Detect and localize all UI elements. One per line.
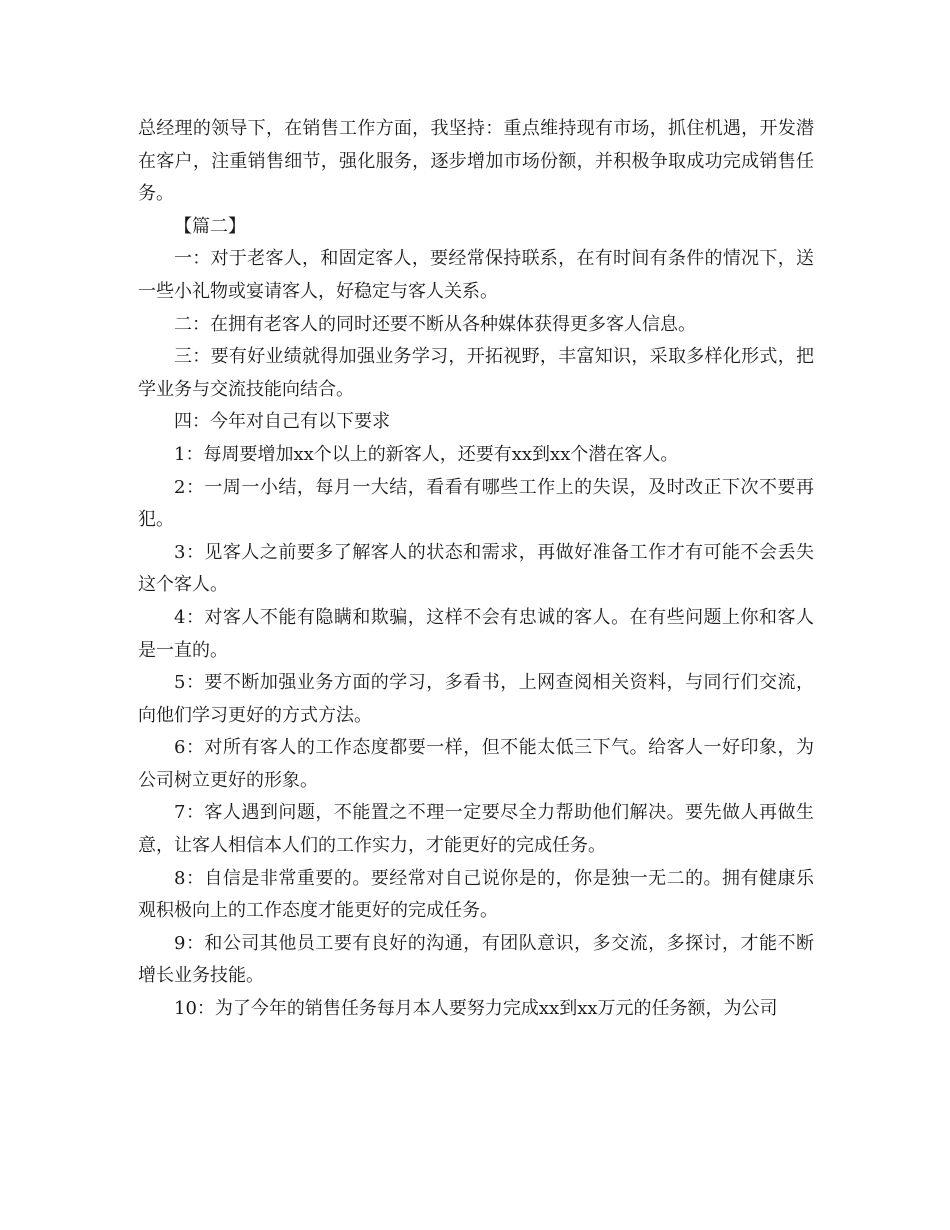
paragraph-5: 四：今年对自己有以下要求 xyxy=(174,411,390,433)
list-item-4: 4：对客人不能有隐瞒和欺骗，这样不会有忠诚的客人。在有些问题上你和客人是一直的。 xyxy=(138,606,814,661)
list-item-6: 6：对所有客人的工作态度都要一样，但不能太低三下气。给客人一好印象，为公司树立更好的形象。 xyxy=(138,737,814,791)
list-item-5: 5：要不断加强业务方面的学习，多看书，上网查阅相关资料，与同行们交流，向他们学习更好的方式方法。 xyxy=(138,672,814,726)
paragraph-0: 总经理的领导下，在销售工作方面，我坚持：重点维持现有市场，抓住机遇，开发潜在客户，注重销售细节，强化服务，逐步增加市场份额，并积极争取成功完成销售任务。 xyxy=(138,118,814,205)
paragraph-4: 三：要有好业绩就得加强业务学习，开拓视野，丰富知识，采取多样化形式，把学业务与交流技能向结合。 xyxy=(138,346,814,400)
list-item-1: 1：每周要增加xx个以上的新客人，还要有xx到xx个潜在客人。 xyxy=(174,443,679,465)
paragraph-3: 二：在拥有老客人的同时还要不断从各种媒体获得更多客人信息。 xyxy=(174,313,696,335)
document-body xyxy=(138,113,814,1026)
list-item-7: 7：客人遇到问题，不能置之不理一定要尽全力帮助他们解决。要先做人再做生意，让客人相信本人们的工作实力，才能更好的完成任务。 xyxy=(138,802,814,857)
list-item-10: 10：为了今年的销售任务每月本人要努力完成xx到xx万元的任务额，为公司 xyxy=(174,998,778,1020)
list-item-8: 8：自信是非常重要的。要经常对自己说你是的，你是独一无二的。拥有健康乐观积极向上的工作态度才能更好的完成任务。 xyxy=(138,867,814,922)
list-item-2: 2：一周一小结，每月一大结，看看有哪些工作上的失误，及时改正下次不要再犯。 xyxy=(138,476,814,531)
paragraph-2: 一：对于老客人，和固定客人，要经常保持联系，在有时间有条件的情况下，送一些小礼物或宴请客人，好稳定与客人关系。 xyxy=(138,248,814,302)
list-item-3: 3：见客人之前要多了解客人的状态和需求，再做好准备工作才有可能不会丢失这个客人。 xyxy=(138,541,814,596)
section-heading: 【篇二】 xyxy=(174,215,246,237)
list-item-9: 9：和公司其他员工要有良好的沟通，有团队意识，多交流，多探讨，才能不断增长业务技能。 xyxy=(138,932,814,987)
